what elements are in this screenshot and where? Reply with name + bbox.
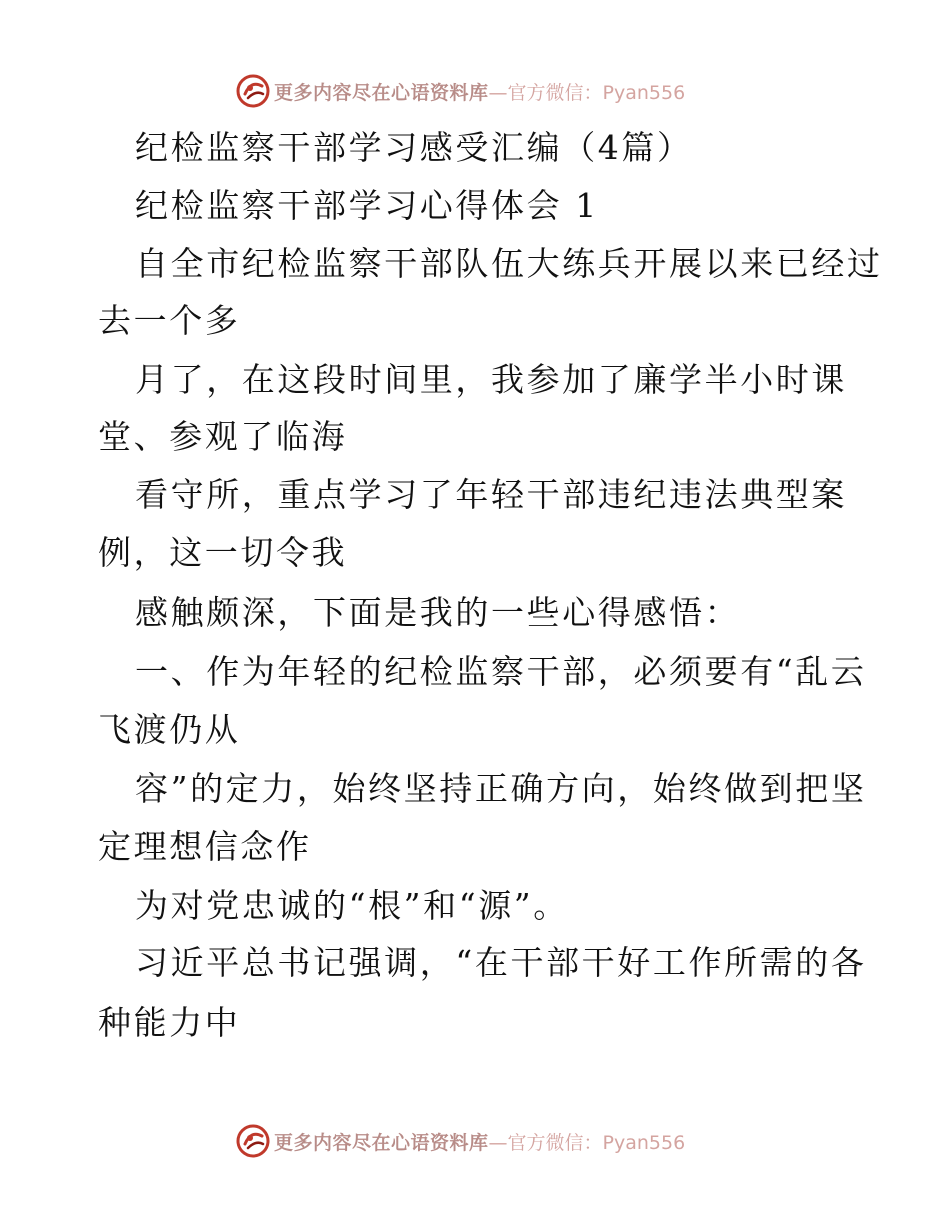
- red-swirl-logo-icon: [236, 1124, 270, 1158]
- paragraph-line: 容”的定力，始终坚持正确方向，始终做到把坚: [135, 769, 867, 808]
- paragraph-line: 去一个多: [98, 301, 241, 340]
- paragraph-line: 为对党忠诚的“根”和“源”。: [135, 886, 569, 925]
- paragraph-line: 自全市纪检监察干部队伍大练兵开展以来已经过: [135, 244, 883, 283]
- paragraph-line: 定理想信念作: [98, 827, 312, 866]
- paragraph-line: 一、作为年轻的纪检监察干部，必须要有“乱云: [135, 652, 867, 691]
- paragraph-line: 月了，在这段时间里，我参加了廉学半小时课: [135, 360, 847, 399]
- paragraph-line: 例，这一切令我: [98, 533, 348, 572]
- header-banner: [236, 74, 685, 108]
- footer-banner: [236, 1124, 685, 1158]
- section-heading: 纪检监察干部学习心得体会 1: [135, 186, 599, 225]
- paragraph-line: 种能力中: [98, 1003, 241, 1042]
- paragraph-line: 感触颇深，下面是我的一些心得感悟：: [135, 593, 741, 632]
- header-brand-text: 更多内容尽在心语资料库: [274, 81, 489, 104]
- paragraph-line: 飞渡仍从: [98, 710, 241, 749]
- footer-brand-text: 更多内容尽在心语资料库: [274, 1131, 489, 1154]
- paragraph-line: 看守所，重点学习了年轻干部违纪违法典型案: [135, 475, 847, 514]
- red-swirl-logo-icon: [236, 74, 270, 108]
- paragraph-line: 习近平总书记强调，“在干部干好工作所需的各: [135, 943, 867, 982]
- paragraph-line: 堂、参观了临海: [98, 417, 348, 456]
- footer-official-wechat: —官方微信：Pyan556: [488, 1131, 686, 1154]
- document-title: 纪检监察干部学习感受汇编（4篇）: [135, 128, 693, 167]
- header-official-wechat: —官方微信：Pyan556: [488, 81, 686, 104]
